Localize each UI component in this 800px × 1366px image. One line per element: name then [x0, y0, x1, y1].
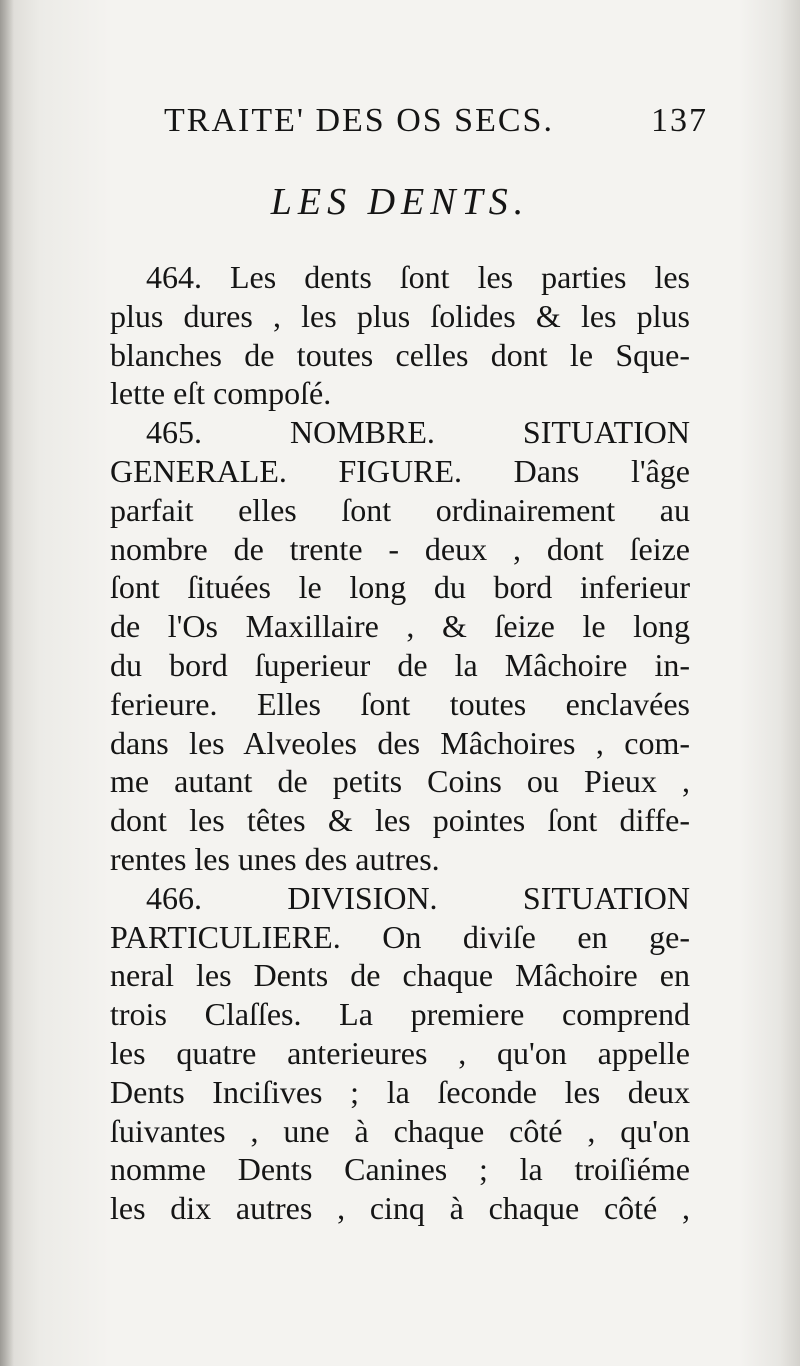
text-line: blanches de toutes celles dont le Sque- [110, 336, 690, 373]
text-line: neral les Dents de chaque Mâchoire en [110, 957, 690, 994]
text-line: me autant de petits Coins ou Pieux , [110, 763, 690, 800]
text-line: PARTICULIERE. On diviſe en ge- [110, 918, 690, 955]
text-line: rentes les unes des autres. [110, 840, 440, 877]
running-head [108, 96, 708, 146]
text-line: lette eſt compoſé. [110, 375, 332, 412]
page-number: 137 [651, 102, 708, 139]
running-head-title: TRAITE' DES OS SECS. [164, 102, 554, 139]
body-text [110, 258, 690, 1228]
text-line: GENERALE. FIGURE. Dans l'âge [110, 452, 690, 489]
text-line: ferieure. Elles ſont toutes enclavées [110, 685, 690, 722]
text-line: ſont ſituées le long du bord inferieur [110, 569, 690, 606]
text-line: plus dures , les plus ſolides & les plus [110, 297, 690, 334]
text-line: les quatre anterieures , qu'on appelle [110, 1034, 690, 1071]
section-title: LES DENTS. [270, 181, 530, 223]
text-line: 464. Les dents ſont les parties les [146, 259, 690, 295]
text-line: trois Claſſes. La premiere comprend [110, 996, 690, 1033]
text-line: du bord ſuperieur de la Mâchoire in- [110, 646, 690, 683]
text-line: nombre de trente - deux , dont ſeize [110, 530, 690, 567]
text-line: dans les Alveoles des Mâchoires , com- [110, 724, 690, 761]
text-line: Dents Inciſives ; la ſeconde les deux [110, 1073, 690, 1110]
text-line: 465. NOMBRE. SITUATION [146, 414, 690, 451]
text-line: parfait elles ſont ordinairement au [110, 491, 690, 528]
text-line: ſuivantes , une à chaque côté , qu'on [110, 1112, 690, 1149]
text-line: de l'Os Maxillaire , & ſeize le long [110, 608, 690, 645]
text-line: nomme Dents Canines ; la troiſiéme [110, 1151, 690, 1188]
text-line: dont les têtes & les pointes ſont diffe- [110, 802, 690, 839]
text-line: 466. DIVISION. SITUATION [146, 879, 690, 916]
text-line: les dix autres , cinq à chaque côté , [110, 1190, 690, 1227]
